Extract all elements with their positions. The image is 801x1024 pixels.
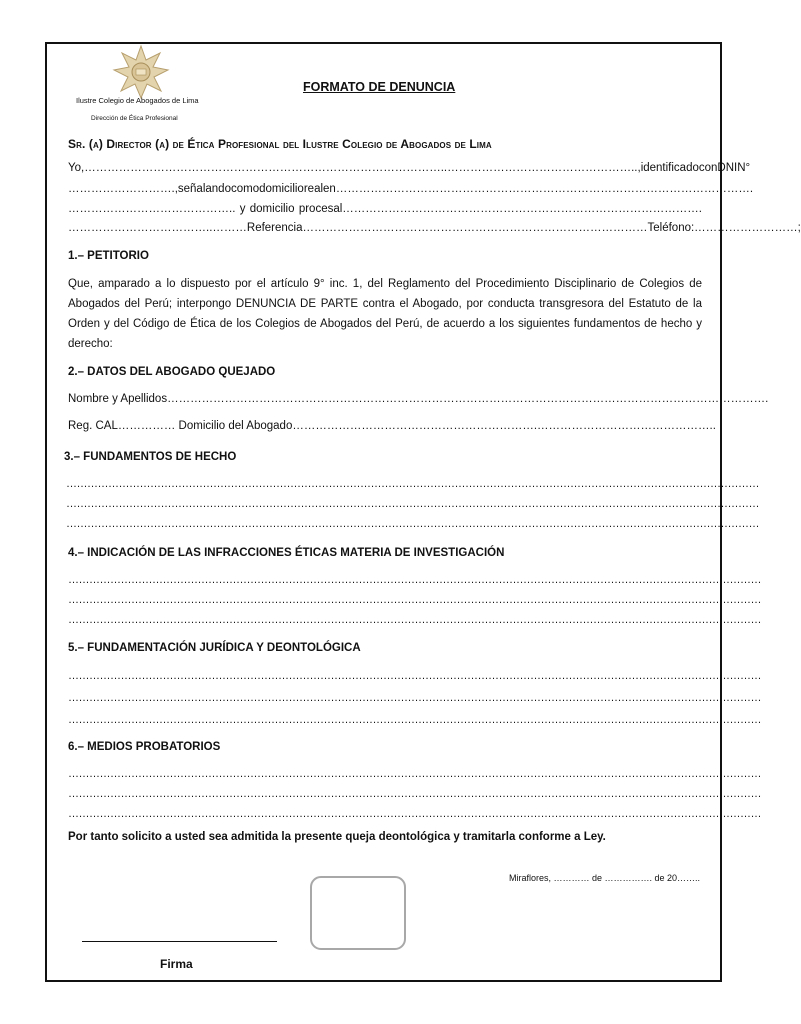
section-petitorio-body: Que, amparado a lo dispuesto por el artículo 9° inc. 1, del Reglamento del Procedimiento Disciplinario de Colegios de Abogados del Perú; interpongo DENUNCIA DE PARTE contra el Abogado, por conducta transgresora del Estatuto de la Orden y del Código de Ética de los Colegios de Abogados del Perú, de acuerdo a los siguientes fundamentos de hecho y derecho:: [68, 278, 702, 350]
juridica-line-1[interactable]: ………………………………………………………………………………………………………………………………………………………………………………: [68, 670, 761, 682]
closing-statement: Por tanto solicito a usted sea admitida la presente queja deontológica y tramitarla conforme a Ley.: [68, 831, 606, 843]
complainant-line-1: Yo,…………………………………………………………………………………..………………………………………….., identificado con DNI N°: [68, 162, 751, 174]
section-datos-title: 2.– DATOS DEL ABOGADO QUEJADO: [68, 366, 276, 378]
fingerprint-box: [310, 876, 406, 950]
lawyer-name-field[interactable]: Nombre y Apellidos………………………………………………………………………………………………………………………………………….: [68, 393, 769, 405]
probatorios-line-1[interactable]: ………………………………………………………………………………………………………………………………………………………………………………: [68, 768, 761, 780]
juridica-line-2[interactable]: ………………………………………………………………………………………………………………………………………………………………………………: [68, 692, 761, 704]
org-department: Dirección de Ética Profesional: [91, 115, 178, 122]
section-infracciones-title: 4.– INDICACIÓN DE LAS INFRACCIONES ÉTICAS MATERIA DE INVESTIGACIÓN: [68, 547, 505, 559]
infracciones-line-3[interactable]: ………………………………………………………………………………………………………………………………………………………………………………: [68, 614, 761, 626]
probatorios-line-2[interactable]: ………………………………………………………………………………………………………………………………………………………………………………: [68, 788, 761, 800]
infracciones-line-1[interactable]: ………………………………………………………………………………………………………………………………………………………………………………: [68, 574, 761, 586]
reference-phone-blank[interactable]: ………………………………..………Referencia………………………………………………………………………………Teléfono:………………………;: [68, 222, 801, 234]
name-blank[interactable]: Yo,…………………………………………………………………………………..…………………………………………..,: [68, 162, 641, 174]
signature-line[interactable]: [82, 941, 277, 942]
complainant-line-4: [68, 222, 801, 234]
section-probatorios-title: 6.– MEDIOS PROBATORIOS: [68, 741, 221, 753]
hechos-line-1[interactable]: ………………………………………………………………………………………………………………………………………………………………………………: [66, 478, 759, 490]
dni-blank[interactable]: ……………………….,: [68, 183, 178, 195]
probatorios-line-3[interactable]: ………………………………………………………………………………………………………………………………………………………………………………: [68, 808, 761, 820]
real-address-blank[interactable]: ……………………………………………………………………………………………….: [335, 183, 754, 195]
section-hechos-title: 3.– FUNDAMENTOS DE HECHO: [64, 451, 237, 463]
procedural-address-blank[interactable]: procesal………………………………………………………………………………….: [298, 203, 702, 215]
addressee: Sr. (a) Director (a) de Ética Profesional del Ilustre Colegio de Abogados de Lima: [68, 137, 492, 151]
signature-label: Firma: [160, 957, 193, 971]
document-title: FORMATO DE DENUNCIA: [303, 80, 456, 94]
complainant-line-3: …………………………………….. y domicilio procesal………………………………………………………………………………….: [68, 203, 702, 215]
hechos-line-3[interactable]: ………………………………………………………………………………………………………………………………………………………………………………: [66, 518, 759, 530]
hechos-line-2[interactable]: ………………………………………………………………………………………………………………………………………………………………………………: [66, 498, 759, 510]
juridica-line-3[interactable]: ………………………………………………………………………………………………………………………………………………………………………………: [68, 714, 761, 726]
lawyer-reg-field[interactable]: Reg. CAL…………… Domicilio del Abogado……………………………………………………….………………………………………..: [68, 420, 716, 432]
infracciones-line-2[interactable]: ………………………………………………………………………………………………………………………………………………………………………………: [68, 594, 761, 606]
real-address-blank-cont[interactable]: ……………………………………..: [68, 203, 236, 215]
section-juridica-title: 5.– FUNDAMENTACIÓN JURÍDICA Y DEONTOLÓGICA: [68, 642, 361, 654]
place-date-field[interactable]: Miraflores, ………… de ……………. de 20……..: [509, 873, 701, 883]
complainant-line-2: ………………………., señalando como domicilio real en ……………………………………………………………………………………………….: [68, 183, 754, 195]
section-petitorio-title: 1.– PETITORIO: [68, 250, 149, 262]
org-name: Ilustre Colegio de Abogados de Lima: [76, 96, 199, 105]
star-seal-icon: [112, 44, 170, 100]
